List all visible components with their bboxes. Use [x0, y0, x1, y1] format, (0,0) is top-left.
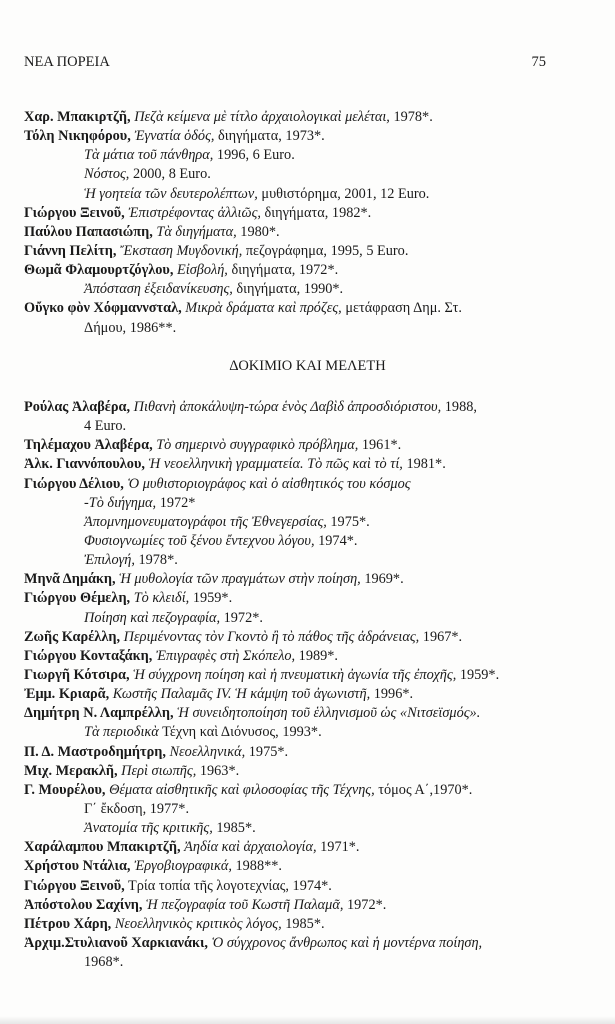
work-title: Νεοελληνικὸς κριτικὸς λόγος,: [111, 915, 282, 932]
work-title: Τὰ περιοδικὰ: [84, 724, 159, 741]
publication-details: μετάφραση Δημ. Στ.: [341, 300, 462, 317]
entry-line: [24, 666, 609, 685]
author-name: Μηνᾶ Δημάκη,: [24, 571, 116, 588]
author-name: Γιωργῆ Κότσιρα,: [24, 666, 130, 683]
work-title: Περιμένοντας τὸν Γκοντὸ ἢ τὸ πάθος τῆς ἀδράνειας,: [120, 628, 420, 645]
publication-details: 1971*.: [316, 839, 360, 856]
entry-line: [24, 857, 609, 876]
entry-continuation-line: [24, 494, 609, 513]
publication-details: 1975*.: [326, 513, 370, 530]
author-name: Γιώργου Δέλιου,: [24, 475, 124, 492]
author-name: Χαρ. Μπακιρτζῆ,: [24, 109, 131, 125]
work-title: Φυσιογνωμίες τοῦ ξένου ἔντεχνου λόγου,: [84, 532, 315, 549]
work-title: Εἰσβολή,: [173, 262, 228, 279]
author-name: Γιώργου Κονταξάκη,: [24, 647, 153, 664]
entry-line: [24, 299, 609, 318]
author-name: Ἀλκ. Γιαννόπουλου,: [24, 456, 145, 473]
work-title: Ἐγνατία ὁδός,: [130, 128, 215, 145]
entry-line: [24, 781, 609, 800]
publication-details: διηγήματα, 1982*.: [260, 204, 372, 221]
entry-line: [24, 475, 609, 494]
author-name: Χρήστου Ντάλια,: [24, 858, 131, 875]
work-title: Νόστος,: [84, 166, 130, 183]
work-title: Ἐργοβιογραφικά,: [130, 858, 232, 875]
work-title: Μικρὰ δράματα καὶ πρόζες,: [181, 300, 342, 317]
author-name: Δημήτρη Ν. Λαμπρέλλη,: [24, 705, 174, 722]
author-name: Γιώργου Ξεινοῦ,: [24, 877, 125, 894]
author-name: Τηλέμαχου Ἀλαβέρα,: [24, 437, 153, 454]
publication-details: 1969*.: [360, 571, 404, 588]
entry-line: [24, 704, 609, 723]
entry-line: [24, 877, 609, 896]
work-title: Ἡ σύγχρονη ποίηση καὶ ἡ πνευματικὴ ἀγωνία τῆς ἐποχῆς,: [129, 666, 457, 683]
work-title: Ἡ πεζογραφία τοῦ Κωστῆ Παλαμᾶ,: [142, 896, 344, 913]
entry-line: [24, 398, 609, 417]
publication-details: 1988**.: [231, 858, 282, 875]
publication-details: 1985*.: [212, 820, 256, 837]
entry-line: [24, 127, 609, 146]
publication-details: 1988,: [441, 399, 477, 415]
fiction-list: [24, 108, 609, 338]
section-heading: ΔΟΚΙΜΙΟ ΚΑΙ ΜΕΛΕΤΗ: [229, 358, 386, 374]
author-name: Μιχ. Μερακλῆ,: [24, 762, 118, 779]
entry-line: [24, 628, 609, 647]
entry-continuation-line: [24, 800, 609, 819]
running-header: [24, 54, 546, 71]
page-bottom-edge: [0, 1016, 615, 1024]
entry-continuation-line: [24, 185, 609, 204]
publication-details: διηγήματα, 1990*.: [232, 281, 344, 298]
entry-line: [24, 685, 609, 704]
work-title: Ἀπόσταση ἐξειδανίκευσης,: [84, 281, 233, 298]
author-name: Τόλη Νικηφόρου,: [24, 128, 131, 145]
publication-details: 1972*.: [220, 609, 263, 626]
work-title: Ἀπομνημονευματογράφοι τῆς Ἐθνεγερσίας,: [84, 513, 327, 530]
entry-continuation-line: [24, 532, 609, 551]
publication-details: 1981*.: [402, 456, 446, 473]
entry-line: [24, 589, 609, 608]
publication-details: 2000, 8 Euro.: [129, 166, 211, 183]
work-title: Ἡ μυθολογία τῶν πραγμάτων στὴν ποίηση,: [115, 571, 361, 588]
page-number: 75: [531, 54, 546, 70]
author-name: Πέτρου Χάρη,: [24, 915, 112, 932]
publication-details: τόμος Α΄,1970*.: [374, 781, 473, 798]
work-title: Ἡ γοητεία τῶν δευτερολέπτων,: [84, 185, 258, 202]
author-name: Ἀρχιμ.Στυλιανοῦ Χαρκιανάκι,: [24, 934, 208, 951]
publication-details: Τέχνη καὶ Διόνυσος, 1993*.: [158, 724, 322, 741]
publication-details: 1961*.: [358, 437, 402, 454]
publication-details: 1989*.: [295, 647, 338, 664]
entry-line: [24, 223, 609, 242]
publication-details: 1996*.: [370, 686, 414, 703]
journal-title: ΝΕΑ ΠΟΡΕΙΑ: [24, 54, 110, 70]
publication-details: 1972*: [156, 494, 196, 511]
entry-continuation-line: [24, 819, 609, 838]
author-name: Οὔγκο φὸν Χόφμαννσταλ,: [24, 300, 182, 317]
essay-study-list: [24, 398, 609, 972]
publication-details: 1975*.: [245, 743, 289, 760]
publication-details: διηγήματα, 1972*.: [227, 262, 339, 279]
entry-line: [24, 108, 609, 127]
author-name: Π. Δ. Μαστροδημήτρη,: [24, 743, 166, 760]
publication-details: 1978*.: [134, 552, 178, 569]
work-title: Ἡ συνειδητοποίηση τοῦ ἑλληνισμοῦ ὡς «Νιτσεϊσμός».: [173, 705, 481, 722]
publication-details: 1980*.: [236, 223, 280, 240]
work-title: Πιθανὴ ἀποκάλυψη-τώρα ἑνὸς Δαβὶδ ἀπροσδιόριστου,: [130, 399, 442, 415]
entry-line: [24, 436, 609, 455]
work-title: Ἔκσταση Μυγδονική,: [116, 242, 243, 259]
work-title: Ἀνατομία τῆς κριτικῆς,: [84, 820, 213, 837]
work-title: Ὁ μυθιστοριογράφος καὶ ὁ αἰσθητικός του κόσμος: [123, 475, 411, 492]
entry-line: [24, 762, 609, 781]
author-name: Ἐμμ. Κριαρᾶ,: [24, 686, 110, 703]
entry-continuation-line: [24, 551, 609, 570]
entry-line: [24, 204, 609, 223]
author-name: Γ. Μουρέλου,: [24, 781, 106, 798]
publication-details: 1985*.: [281, 915, 325, 932]
author-name: Ἀπόστολου Σαχίνη,: [24, 896, 143, 913]
entry-line: [24, 915, 609, 934]
publication-details: 4 Euro.: [84, 418, 127, 435]
work-title: -Τὸ διήγημα,: [84, 494, 157, 511]
author-name: Γιώργου Ξεινοῦ,: [24, 204, 125, 221]
entry-line: [24, 261, 609, 280]
publication-details: Τρία τοπία τῆς λογοτεχνίας, 1974*.: [124, 877, 332, 894]
entry-line: [24, 838, 609, 857]
entry-continuation-line: [24, 417, 609, 436]
publication-details: 1974*.: [314, 532, 358, 549]
author-name: Ζωῆς Καρέλλη,: [24, 628, 121, 645]
publication-details: 1968*.: [84, 954, 124, 971]
publication-details: 1996, 6 Euro.: [213, 147, 295, 164]
entry-line: [24, 743, 609, 762]
entry-line: [24, 896, 609, 915]
work-title: Νεοελληνικά,: [165, 743, 246, 760]
publication-details: Γ΄ ἔκδοση, 1977*.: [84, 800, 190, 817]
work-title: Ποίηση καὶ πεζογραφία,: [84, 609, 221, 626]
work-title: Περὶ σιωπῆς,: [117, 762, 197, 779]
work-title: Τὰ μάτια τοῦ πάνθηρα,: [84, 147, 214, 164]
work-title: Ἀηδία καὶ ἀρχαιολογία,: [180, 839, 317, 856]
publication-details: 1963*.: [196, 762, 240, 779]
entry-continuation-line: [24, 165, 609, 184]
entry-continuation-line: [24, 319, 609, 338]
entry-line: [24, 455, 609, 474]
author-name: Θωμᾶ Φλαμουρτζόγλου,: [24, 262, 174, 279]
publication-details: 1972*.: [343, 896, 387, 913]
work-title: Τὸ σημερινὸ συγγραφικὸ πρόβλημα,: [152, 437, 359, 454]
publication-details: 1959*.: [456, 666, 500, 683]
author-name: Παύλου Παπασιώπη,: [24, 223, 153, 240]
publication-details: 1967*.: [419, 628, 463, 645]
entry-continuation-line: [24, 723, 609, 742]
work-title: Τὸ κλειδί,: [130, 590, 190, 607]
work-title: Θέματα αἰσθητικῆς καὶ φιλοσοφίας τῆς Τέχνης,: [105, 781, 375, 798]
publication-details: μυθιστόρημα, 2001, 12 Euro.: [257, 185, 430, 202]
entry-line: [24, 570, 609, 589]
author-name: Χαράλαμπου Μπακιρτζῆ,: [24, 839, 181, 856]
author-name: Γιάννη Πελίτη,: [24, 242, 117, 259]
work-title: Τὰ διηγήματα,: [152, 223, 237, 240]
publication-details: 1959*.: [189, 590, 233, 607]
entry-line: [24, 934, 609, 953]
entry-continuation-line: [24, 513, 609, 532]
author-name: Ρούλας Ἀλαβέρα,: [24, 399, 131, 415]
entry-line: [24, 242, 609, 261]
work-title: Ὁ σύγχρονος ἄνθρωπος καὶ ἡ μοντέρνα ποίηση,: [207, 934, 483, 951]
publication-details: διηγήματα, 1973*.: [214, 128, 325, 145]
author-name: Γιώργου Θέμελη,: [24, 590, 131, 607]
entry-line: [24, 647, 609, 666]
publication-details: πεζογράφημα, 1995, 5 Euro.: [242, 242, 409, 259]
work-title: Ἐπιστρέφοντας ἀλλιῶς,: [124, 204, 261, 221]
work-title: Ἡ νεοελληνικὴ γραμματεία. Τὸ πῶς καὶ τὸ τί,: [144, 456, 403, 473]
work-title: Ἐπιλογή,: [84, 552, 135, 569]
entry-continuation-line: [24, 280, 609, 299]
entry-continuation-line: [24, 146, 609, 165]
work-title: Κωστῆς Παλαμᾶς IV. Ἡ κάμψη τοῦ ἀγωνιστῆ,: [109, 686, 371, 703]
work-title: Ἐπιγραφὲς στὴ Σκόπελο,: [152, 647, 296, 664]
publication-details: 1978*.: [389, 109, 433, 125]
entry-continuation-line: [24, 609, 609, 628]
publication-details: Δήμου, 1986**.: [84, 319, 177, 336]
work-title: Πεζὰ κείμενα μὲ τίτλο ἀρχαιολογικαὶ μελέται,: [130, 109, 390, 125]
entry-continuation-line: [24, 953, 609, 972]
